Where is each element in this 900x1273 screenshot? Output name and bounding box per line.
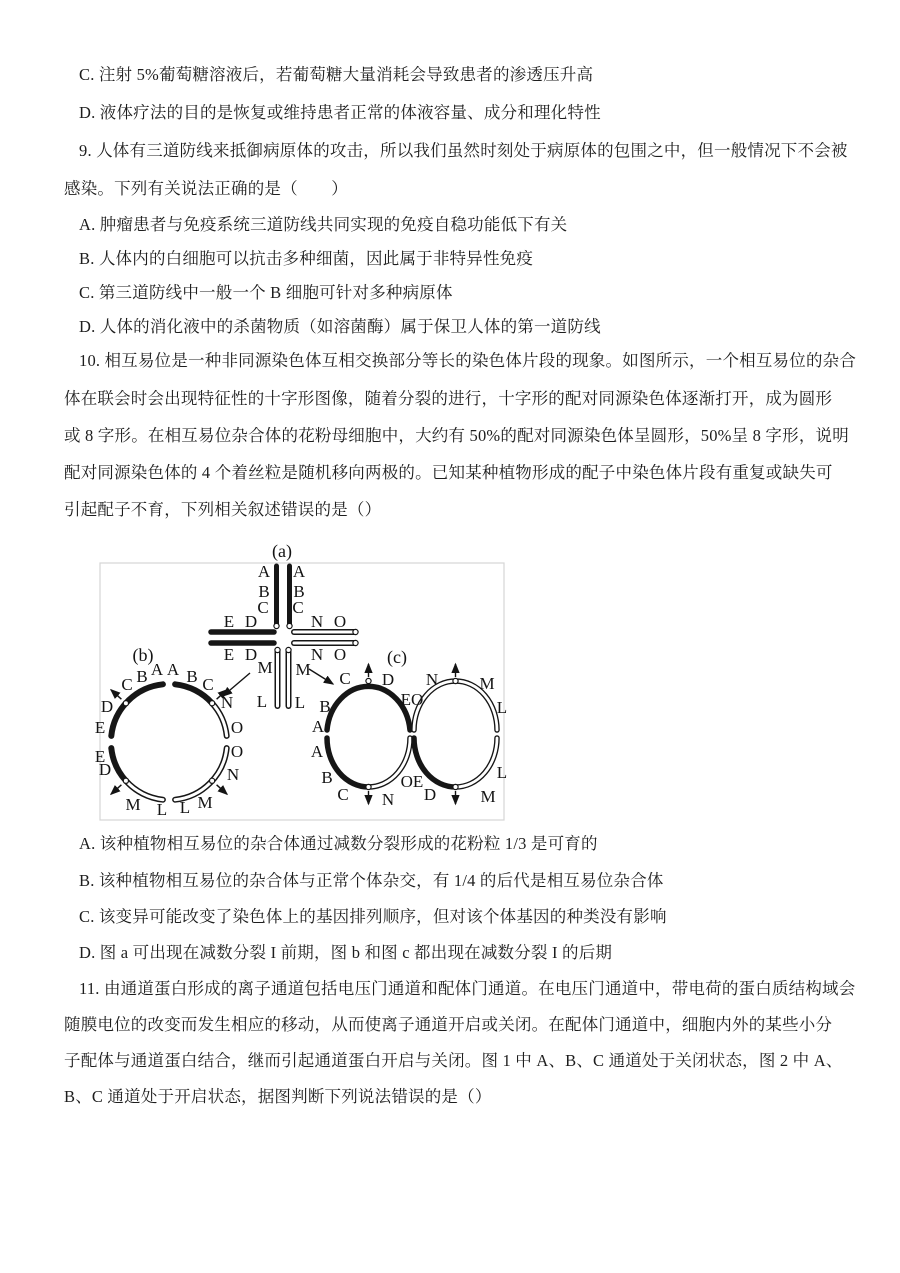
- svg-text:EO: EO: [400, 690, 424, 709]
- svg-text:N: N: [310, 612, 324, 631]
- svg-text:C: C: [257, 598, 269, 617]
- doc-line: A. 该种植物相互易位的杂合体通过减数分裂形成的花粉粒 1/3 是可育的: [79, 834, 598, 853]
- svg-text:O: O: [230, 718, 244, 737]
- doc-line: C. 注射 5%葡萄糖溶液后，若葡萄糖大量消耗会导致患者的渗透压升高: [79, 65, 594, 84]
- svg-text:OE: OE: [400, 772, 424, 791]
- svg-text:N: N: [310, 645, 324, 664]
- panel-a-title: (a): [272, 541, 292, 561]
- panel-a-cross: [211, 566, 355, 706]
- svg-text:B: B: [136, 667, 148, 686]
- doc-line: 随膜电位的改变而发生相应的移动，从而使离子通道开启或关闭。在配体门通道中，细胞内外的某些小分: [64, 1015, 833, 1034]
- svg-text:B: B: [321, 768, 333, 787]
- panel-b-pole-arrows: [111, 690, 227, 794]
- svg-text:B: B: [319, 697, 331, 716]
- svg-text:M: M: [479, 674, 495, 693]
- svg-text:A: A: [150, 660, 164, 679]
- doc-line: 9. 人体有三道防线来抵御病原体的攻击，所以我们虽然时刻处于病原体的包围之中，但一般情况下不会被: [79, 141, 848, 160]
- svg-text:N: N: [425, 670, 439, 689]
- svg-text:L: L: [156, 800, 168, 819]
- svg-text:B: B: [293, 582, 305, 601]
- svg-text:M: M: [257, 658, 273, 677]
- svg-text:C: C: [339, 669, 351, 688]
- svg-text:D: D: [244, 612, 258, 631]
- svg-text:B: B: [186, 667, 198, 686]
- doc-line: B. 该种植物相互易位的杂合体与正常个体杂交，有 1/4 的后代是相互易位杂合体: [79, 871, 664, 890]
- svg-text:C: C: [121, 675, 133, 694]
- panel-b-title: (b): [132, 645, 154, 665]
- doc-line: D. 图 a 可出现在减数分裂 I 前期，图 b 和图 c 都出现在减数分裂 I 的后期: [79, 943, 613, 962]
- doc-line: 感染。下列有关说法正确的是（ ）: [64, 179, 348, 198]
- doc-line: A. 肿瘤患者与免疫系统三道防线共同实现的免疫自稳功能低下有关: [79, 215, 568, 234]
- svg-text:N: N: [381, 790, 395, 809]
- svg-text:D: D: [423, 785, 437, 804]
- svg-text:L: L: [496, 763, 508, 782]
- svg-text:C: C: [202, 675, 214, 694]
- doc-line: C. 该变异可能改变了染色体上的基因排列顺序，但对该个体基因的种类没有影响: [79, 907, 667, 926]
- svg-text:E: E: [223, 612, 235, 631]
- svg-text:A: A: [310, 742, 324, 761]
- svg-text:L: L: [496, 698, 508, 717]
- svg-text:O: O: [333, 645, 347, 664]
- svg-text:N: N: [226, 765, 240, 784]
- doc-line: 11. 由通道蛋白形成的离子通道包括电压门通道和配体门通道。在电压门通道中，带电荷的蛋白质结构域会: [79, 979, 856, 998]
- svg-text:N: N: [220, 693, 234, 712]
- svg-text:O: O: [230, 742, 244, 761]
- svg-text:D: D: [98, 760, 112, 779]
- doc-line: 子配体与通道蛋白结合，继而引起通道蛋白开启与关闭。图 1 中 A、B、C 通道处于关闭状态，图 2 中 A、: [64, 1051, 843, 1070]
- doc-line: 体在联会时会出现特征性的十字形图像，随着分裂的进行，十字形的配对同源染色体逐渐打开，成为圆形: [64, 389, 833, 408]
- svg-text:M: M: [197, 793, 213, 812]
- svg-text:A: A: [311, 717, 325, 736]
- svg-text:B: B: [258, 582, 270, 601]
- panel-b-labels: [95, 645, 243, 819]
- doc-line: 引起配子不育，下列相关叙述错误的是（）: [64, 500, 382, 519]
- svg-text:A: A: [166, 660, 180, 679]
- svg-text:E: E: [95, 747, 106, 766]
- svg-text:A: A: [257, 562, 271, 581]
- svg-text:E: E: [95, 718, 106, 737]
- svg-text:E: E: [223, 645, 235, 664]
- svg-text:M: M: [480, 787, 496, 806]
- svg-text:C: C: [337, 785, 349, 804]
- doc-line: D. 人体的消化液中的杀菌物质（如溶菌酶）属于保卫人体的第一道防线: [79, 317, 601, 336]
- svg-text:L: L: [179, 798, 191, 817]
- doc-line: 配对同源染色体的 4 个着丝粒是随机移向两极的。已知某种植物形成的配子中染色体片段有重复或缺失可: [64, 463, 833, 482]
- doc-line: 10. 相互易位是一种非同源染色体互相交换部分等长的染色体片段的现象。如图所示，一个相互易位的杂合: [79, 351, 857, 370]
- svg-text:O: O: [333, 612, 347, 631]
- svg-text:D: D: [244, 645, 258, 664]
- svg-text:D: D: [100, 697, 114, 716]
- translocation-figure: [95, 538, 510, 828]
- svg-text:D: D: [381, 670, 395, 689]
- doc-line: 或 8 字形。在相互易位杂合体的花粉母细胞中，大约有 50%的配对同源染色体呈圆形，50%呈 8 字形，说明: [64, 426, 849, 445]
- svg-text:M: M: [125, 795, 141, 814]
- doc-line: B、C 通道处于开启状态，据图判断下列说法错误的是（）: [64, 1087, 492, 1106]
- panel-a-labels: [224, 541, 346, 712]
- svg-text:A: A: [292, 562, 306, 581]
- panel-c-title: (c): [387, 647, 407, 667]
- doc-line: C. 第三道防线中一般一个 B 细胞可针对多种病原体: [79, 283, 453, 302]
- doc-line: B. 人体内的白细胞可以抗击多种细菌，因此属于非特异性免疫: [79, 249, 534, 268]
- panel-b-centromeres: [123, 701, 214, 784]
- cross-to-eight-arrow: [309, 669, 333, 684]
- svg-text:M: M: [295, 660, 311, 679]
- svg-text:C: C: [292, 598, 304, 617]
- doc-line: D. 液体疗法的目的是恢复或维持患者正常的体液容量、成分和理化特性: [79, 103, 601, 122]
- svg-text:L: L: [294, 693, 306, 712]
- svg-text:L: L: [256, 692, 268, 711]
